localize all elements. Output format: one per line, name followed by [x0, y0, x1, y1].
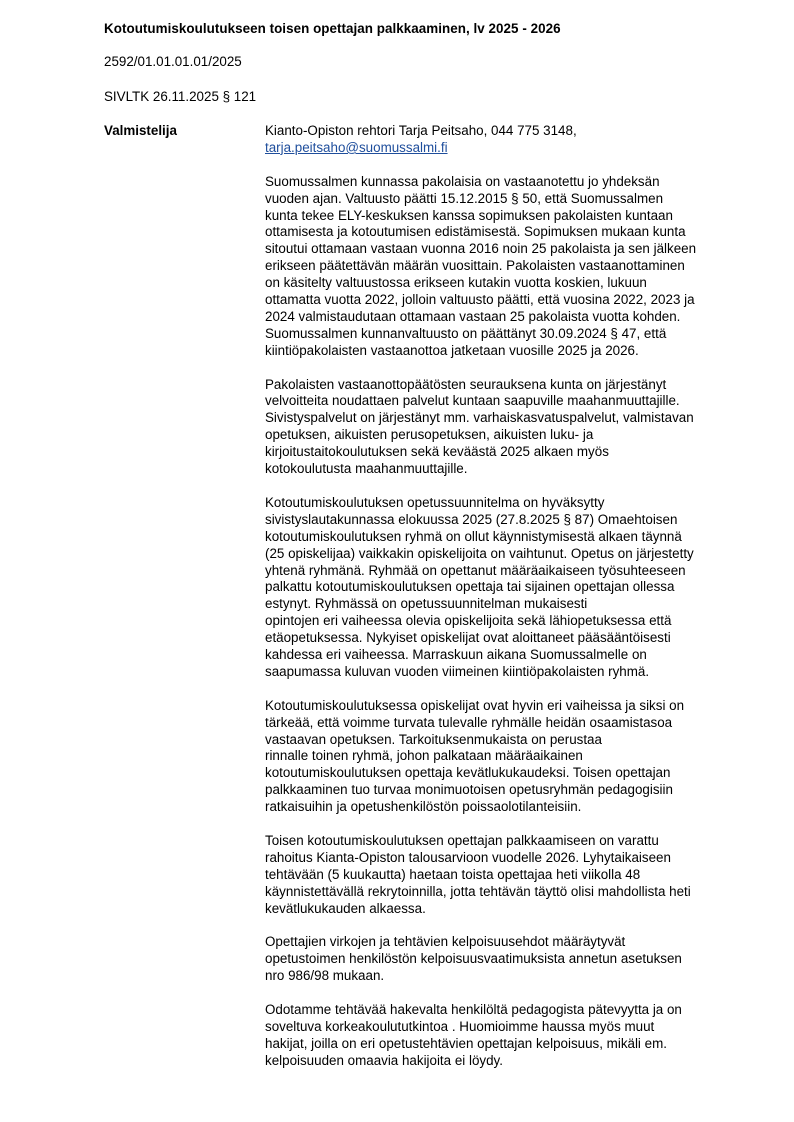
paragraph-line: erikseen päätettävän määrän vuosittain. Pakolaisten vastaanottaminen — [265, 258, 685, 274]
paragraph-line: kahdessa eri vaiheessa. Marraskuun aikana Suomussalmelle on — [265, 647, 647, 663]
paragraph-line: sivistyslautakunnassa elokuussa 2025 (27.8.2025 § 87) Omaehtoisen — [265, 511, 678, 527]
paragraph-line: kevätlukukauden alkaessa. — [265, 900, 426, 916]
paragraph-line: tärkeää, että voimme turvata tulevalle ryhmälle heidän osaamistasoa — [265, 714, 673, 730]
body-paragraph — [265, 495, 743, 681]
paragraph-line: on käsitelty valtuustossa erikseen kutakin vuotta koskien, lukuun — [265, 275, 647, 291]
body-paragraph — [265, 377, 743, 478]
preparer-email-link[interactable]: tarja.peitsaho@suomussalmi.fi — [265, 139, 448, 155]
paragraph-line: ratkaisuihin ja opetushenkilöstön poissaolotilanteisiin. — [265, 799, 582, 815]
paragraph-line: Suomussalmen kunnassa pakolaisia on vastaanotettu jo yhdeksän — [265, 173, 660, 189]
body-paragraph — [265, 174, 743, 360]
body-paragraph — [265, 1002, 743, 1070]
paragraph-line: vastaavan opetuksen. Tarkoituksenmukaista on perustaa — [265, 731, 602, 747]
preparer-name-phone: Kianto-Opiston rehtori Tarja Peitsaho, 044 775 3148, — [265, 123, 577, 138]
meeting-reference: SIVLTK 26.11.2025 § 121 — [104, 89, 257, 104]
paragraph-line: kotokoulutusta maahanmuuttajille. — [265, 461, 468, 477]
paragraph-line: kotoutumiskoulutuksen ryhmä on ollut käynnistymisestä alkaen täynnä — [265, 528, 682, 544]
paragraph-line: ottamatta vuotta 2022, jolloin valtuusto päätti, että vuosina 2022, 2023 ja — [265, 292, 695, 308]
paragraph-line: Opettajien virkojen ja tehtävien kelpoisuusehdot määräytyvät — [265, 934, 626, 950]
paragraph-line: opetustoimen henkilöstön kelpoisuusvaatimuksista annetun asetuksen — [265, 951, 682, 967]
body-paragraph — [265, 833, 743, 918]
paragraph-line: velvoitteita noudattaen palvelut kuntaan saapuville maahanmuuttajille. — [265, 393, 680, 409]
paragraph-line: soveltuva korkeakoulututkintoa . Huomioimme haussa myös muut — [265, 1018, 655, 1034]
paragraph-line: opintojen eri vaiheessa olevia opiskelijoita sekä lähiopetuksessa että — [265, 613, 672, 629]
paragraph-line: yhtenä ryhmänä. Ryhmää on opettanut määräaikaiseen työsuhteeseen — [265, 562, 686, 578]
paragraph-line: kiintiöpakolaisten vastaanottoa jatketaan vuosille 2025 ja 2026. — [265, 342, 639, 358]
document-title: Kotoutumiskoulutukseen toisen opettajan palkkaaminen, lv 2025 - 2026 — [104, 21, 561, 36]
paragraph-line: vuoden ajan. Valtuusto päätti 15.12.2015 § 50, että Suomussalmen — [265, 190, 664, 206]
paragraph-line: ottamisesta ja kotoutumisen edistämisestä. Sopimuksen mukaan kunta — [265, 224, 686, 240]
paragraph-line: hakijat, joilla on eri opetustehtävien opettajan kelpoisuus, mikäli em. — [265, 1035, 667, 1051]
body-paragraph — [265, 934, 743, 985]
paragraph-line: rahoitus Kianta-Opiston talousarvioon vuodelle 2026. Lyhytaikaiseen — [265, 849, 671, 865]
paragraph-line: 2024 valmistaudutaan ottamaan vastaan 25 pakolaista vuotta kohden. — [265, 308, 681, 324]
paragraph-line: Sivistyspalvelut on järjestänyt mm. varhaiskasvatuspalvelut, valmistavan — [265, 410, 694, 426]
paragraph-line: sitoutui ottamaan vastaan vuonna 2016 noin 25 pakolaista ja sen jälkeen — [265, 241, 697, 257]
case-reference-number: 2592/01.01.01.01/2025 — [104, 54, 242, 69]
paragraph-line: Odotamme tehtävää hakevalta henkilöltä pedagogista pätevyytta ja on — [265, 1002, 682, 1018]
paragraph-line: palkattu kotoutumiskoulutuksen opettaja tai sijainen opettajan ollessa — [265, 579, 675, 595]
paragraph-line: etäopetuksessa. Nykyiset opiskelijat ovat aloittaneet pääsääntöisesti — [265, 630, 671, 646]
paragraph-line: opetuksen, aikuisten perusopetuksen, aikuisten luku- ja — [265, 427, 594, 443]
paragraph-line: kelpoisuuden omaavia hakijoita ei löydy. — [265, 1052, 503, 1068]
paragraph-line: kirjoitustaitokoulutuksen sekä keväästä 2025 alkaen myös — [265, 444, 609, 460]
paragraph-line: Toisen kotoutumiskoulutuksen opettajan palkkaamiseen on varattu — [265, 832, 659, 848]
paragraph-line: Kotoutumiskoulutuksessa opiskelijat ovat hyvin eri vaiheissa ja siksi on — [265, 697, 685, 713]
preparer-label: Valmistelija — [104, 123, 177, 138]
body-paragraph — [265, 698, 743, 816]
paragraph-line: estynyt. Ryhmässä on opetussuunnitelman mukaisesti — [265, 596, 588, 612]
document-body — [265, 123, 743, 1087]
paragraph-line: tehtävään (5 kuukautta) haetaan toista opettajaa heti viikolla 48 — [265, 866, 641, 882]
paragraph-line: Suomussalmen kunnanvaltuusto on päättänyt 30.09.2024 § 47, että — [265, 325, 667, 341]
paragraph-line: kunta tekee ELY-keskuksen kanssa sopimuksen pakolaisten kuntaan — [265, 207, 673, 223]
paragraph-line: Kotoutumiskoulutuksen opetussuunnitelma on hyväksytty — [265, 494, 605, 510]
paragraph-line: saapumassa kuluvan vuoden viimeinen kiintiöpakolaisten ryhmä. — [265, 663, 650, 679]
paragraph-line: (25 opiskelijaa) vaikkakin opiskelijoita on vaihtunut. Opetus on järjestetty — [265, 545, 694, 561]
paragraph-line: käynnistettävällä rekrytoinnilla, jotta tehtävän täyttö olisi mahdollista heti — [265, 883, 691, 899]
paragraph-line: palkkaaminen tuo turvaa monimuotoisen opetusryhmän pedagogisiin — [265, 782, 673, 798]
paragraph-line: kotoutumiskoulutuksen opettaja kevätlukukaudeksi. Toisen opettajan — [265, 765, 671, 781]
paragraph-line: nro 986/98 mukaan. — [265, 968, 385, 984]
paragraph-line: Pakolaisten vastaanottopäätösten seurauksena kunta on järjestänyt — [265, 376, 667, 392]
preparer-info — [265, 123, 743, 157]
paragraph-line: rinnalle toinen ryhmä, johon palkataan määräaikainen — [265, 748, 583, 764]
